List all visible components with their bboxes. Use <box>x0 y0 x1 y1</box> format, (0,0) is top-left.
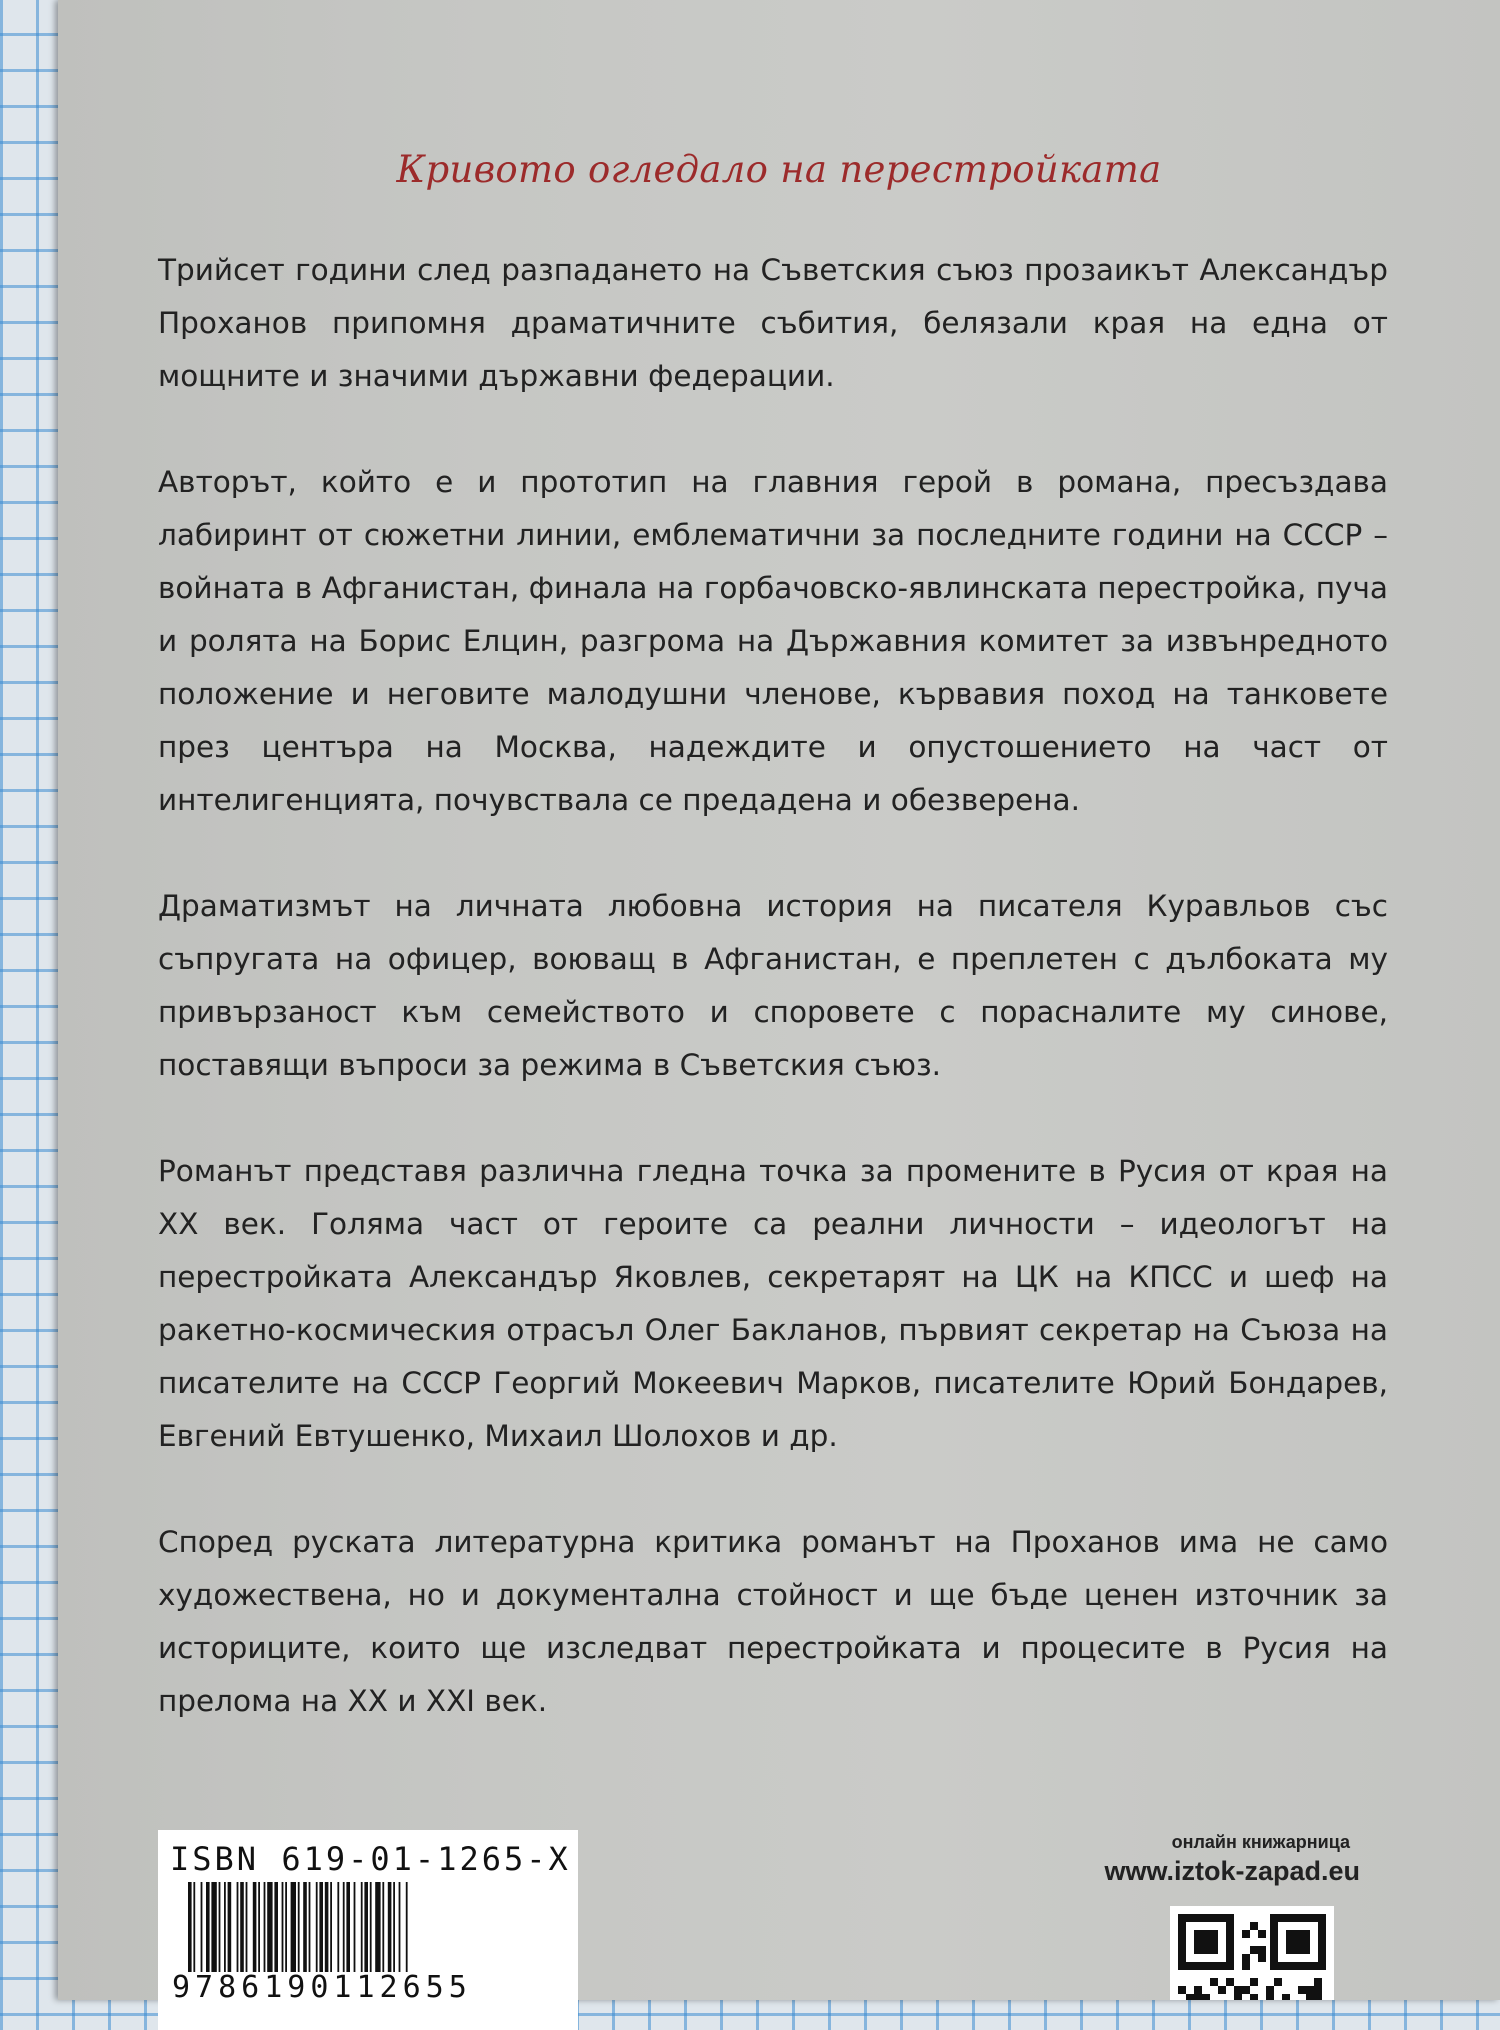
blurb-paragraph: Романът представя различна гледна точка за промените в Русия от края на XX век. Голяма част от героите са реални личности – идеологът на перестройката Александър Яковлев, секретарят на ЦК на КПСС и шеф на ракетно-космическия отрасъл Олег Бакланов, първият секретар на Съюза на писателите на СССР Георгий Мокеевич Марков, писателите Юрий Бондарев, Евгений Евтушенко, Михаил Шолохов и др. <box>158 1154 1388 1453</box>
blurb-paragraph: Според руската литературна критика романът на Проханов има не само художествена, но и документална стойност и ще бъде ценен източник за историците, които ще изследват перестройката и процесите в Русия на прелома на XX и XXI век. <box>158 1525 1388 1718</box>
book-back-cover <box>58 0 1500 2005</box>
isbn-barcode-label <box>158 1830 578 2030</box>
shop-label: онлайн книжарница <box>1171 1832 1350 1852</box>
blurb-paragraph: Авторът, който е и прототип на главния герой в романа, пресъздава лабиринт от сюжетни линии, емблематични за последните години на СССР – войната в Афганистан, финала на горбачовско-явлинската перестройка, пуча и ролята на Борис Елцин, разгрома на Държавния комитет за извънредното положение и неговите малодушни членове, кървавия поход на танковете през центъра на Москва, надеждите и опустошението на част от интелигенцията, почувствала се предадена и обезверена. <box>158 465 1388 817</box>
blurb-paragraph: Трийсет години след разпадането на Съветския съюз прозаикът Александър Проханов припомня драматичните събития, белязали края на една от мощните и значими държавни федерации. <box>158 253 1388 393</box>
isbn-number: ISBN 619-01-1265-X <box>170 1840 571 1878</box>
barcode-icon <box>188 1882 544 1972</box>
qr-code-icon <box>1170 1906 1334 2000</box>
cover-title: Кривото огледало на перестройката <box>396 148 1162 191</box>
ean-digits: 9786190112655 <box>172 1970 472 2005</box>
shop-url: www.iztok-zapad.eu <box>1104 1856 1360 1886</box>
blurb-text <box>158 244 1388 1781</box>
blurb-paragraph: Драматизмът на личната любовна история на писателя Куравльов със съпругата на офицер, воюващ в Афганистан, е преплетен с дълбоката му привързаност към семейството и споровете с порасналите му синове, поставящи въпроси за режима в Съветския съюз. <box>158 889 1388 1082</box>
